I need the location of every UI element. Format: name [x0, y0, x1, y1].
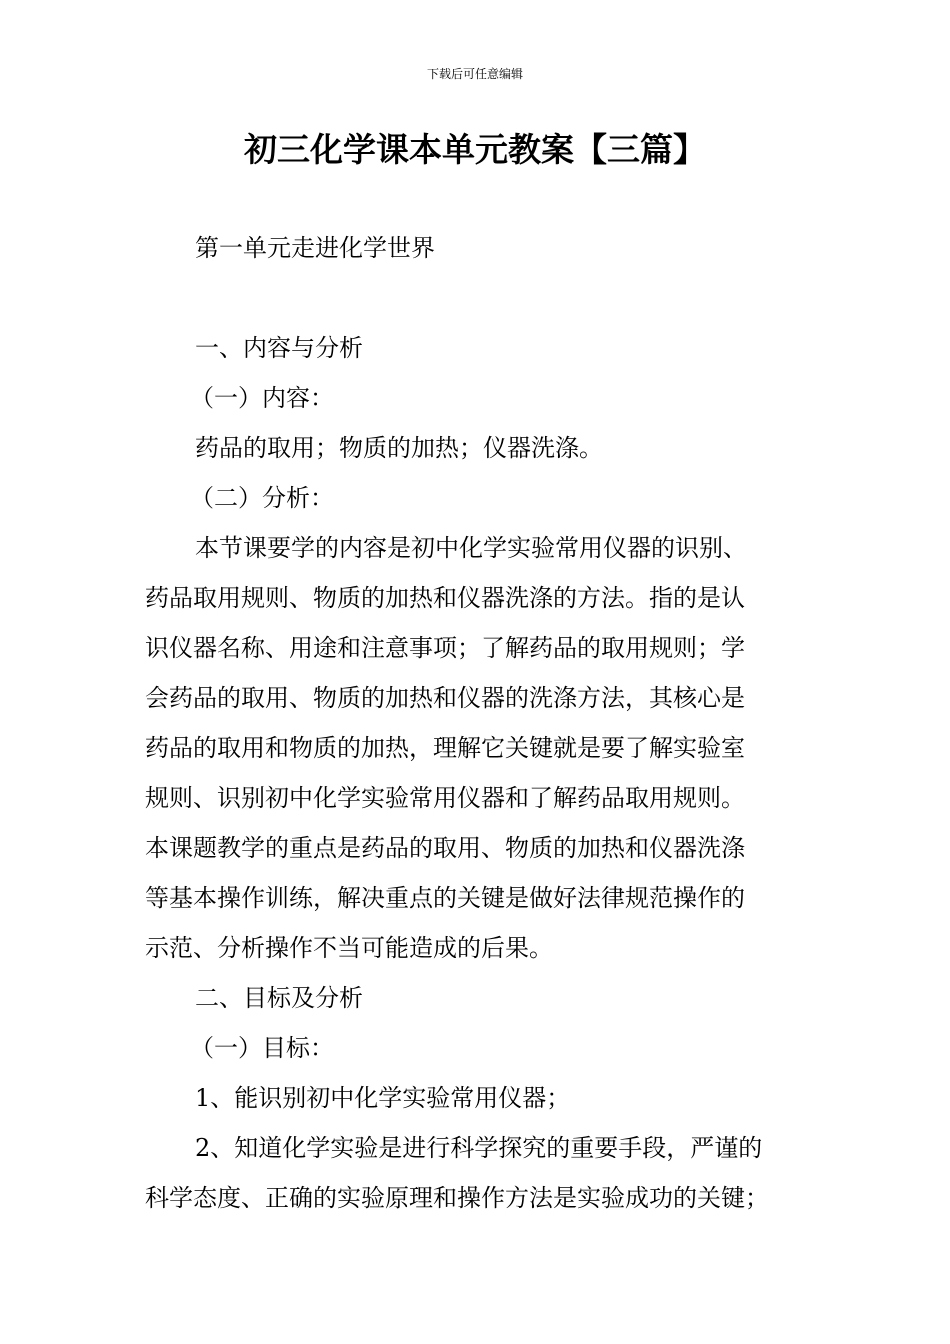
paragraph-line: 等基本操作训练，解决重点的关键是做好法律规范操作的 — [145, 884, 745, 912]
paragraph-line: 规则、识别初中化学实验常用仪器和了解药品取用规则。 — [145, 784, 745, 812]
goal-item-2-line: 2、知道化学实验是进行科学探究的重要手段，严谨的 — [195, 1134, 763, 1162]
paragraph-line: 示范、分析操作不当可能造成的后果。 — [145, 934, 553, 962]
paragraph-line: 会药品的取用、物质的加热和仪器的洗涤方法，其核心是 — [145, 684, 745, 712]
goal-item-2-line: 科学态度、正确的实验原理和操作方法是实验成功的关键； — [145, 1184, 769, 1212]
section1-sub2-label: （二）分析： — [190, 484, 334, 512]
paragraph-line: 本节课要学的内容是初中化学实验常用仪器的识别、 — [195, 534, 747, 562]
section1-sub1-text: 药品的取用；物质的加热；仪器洗涤。 — [195, 434, 603, 462]
section1-heading: 一、内容与分析 — [195, 334, 363, 362]
section2-sub1-label: （一）目标： — [190, 1034, 334, 1062]
document-title: 初三化学课本单元教案【三篇】 — [244, 130, 706, 169]
goal-item-1: 1、能识别初中化学实验常用仪器； — [195, 1084, 571, 1112]
section2-heading: 二、目标及分析 — [195, 984, 363, 1012]
paragraph-line: 药品取用规则、物质的加热和仪器洗涤的方法。指的是认 — [145, 584, 745, 612]
header-note: 下载后可任意编辑 — [426, 67, 523, 81]
unit-heading: 第一单元走进化学世界 — [195, 234, 435, 262]
section1-sub1-label: （一）内容： — [190, 384, 334, 412]
paragraph-line: 识仪器名称、用途和注意事项；了解药品的取用规则；学 — [145, 634, 745, 662]
paragraph-line: 药品的取用和物质的加热，理解它关键就是要了解实验室 — [145, 734, 745, 762]
paragraph-line: 本课题教学的重点是药品的取用、物质的加热和仪器洗涤 — [145, 834, 745, 862]
